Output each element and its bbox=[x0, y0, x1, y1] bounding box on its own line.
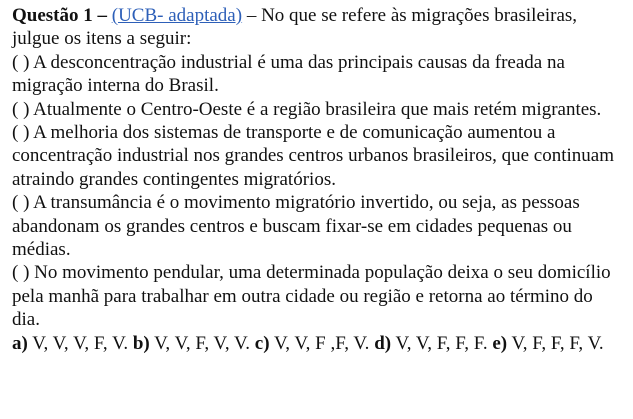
option-c-letter: c) bbox=[254, 332, 270, 354]
item-1: ( ) A desconcentração industrial é uma das principais causas da freada na migração interna do Brasil. bbox=[12, 51, 565, 97]
option-a-letter: a) bbox=[12, 332, 28, 354]
option-e-text: V, F, F, F, V. bbox=[507, 332, 604, 354]
question-header bbox=[12, 4, 624, 51]
item-5: ( ) No movimento pendular, uma determinada população deixa o seu domicílio pela manhã para trabalhar em outra cidade ou região e retorna ao término do dia. bbox=[12, 262, 611, 331]
option-e-letter: e) bbox=[492, 332, 508, 354]
option-d-letter: d) bbox=[374, 332, 392, 354]
source-link[interactable]: (UCB- adaptada) bbox=[111, 5, 243, 26]
option-d-text: V, V, F, F, F. bbox=[391, 332, 493, 354]
question-prompt: – No que se refere às migrações brasileiras, julgue os itens a seguir: bbox=[12, 5, 578, 50]
option-b-text: V, V, F, V, V. bbox=[149, 332, 255, 354]
item-2: ( ) Atualmente o Centro-Oeste é a região brasileira que mais retém migrantes. bbox=[12, 98, 602, 120]
item-4: ( ) A transumância é o movimento migratório invertido, ou seja, as pessoas abandonam os grandes centros e buscam fixar-se em cidades pequenas ou médias. bbox=[12, 192, 580, 261]
item-3: ( ) A melhoria dos sistemas de transporte e de comunicação aumentou a concentração industrial nos grandes centros urbanos brasileiros, que continuam atraindo grandes contingentes migratórios. bbox=[12, 122, 615, 190]
answer-options bbox=[12, 332, 624, 355]
option-b-letter: b) bbox=[132, 332, 150, 354]
question-label: Questão 1 – bbox=[12, 5, 107, 26]
option-c-text: V, V, F ,F, V. bbox=[269, 332, 375, 354]
option-a-text: V, V, V, F, V. bbox=[27, 332, 133, 354]
